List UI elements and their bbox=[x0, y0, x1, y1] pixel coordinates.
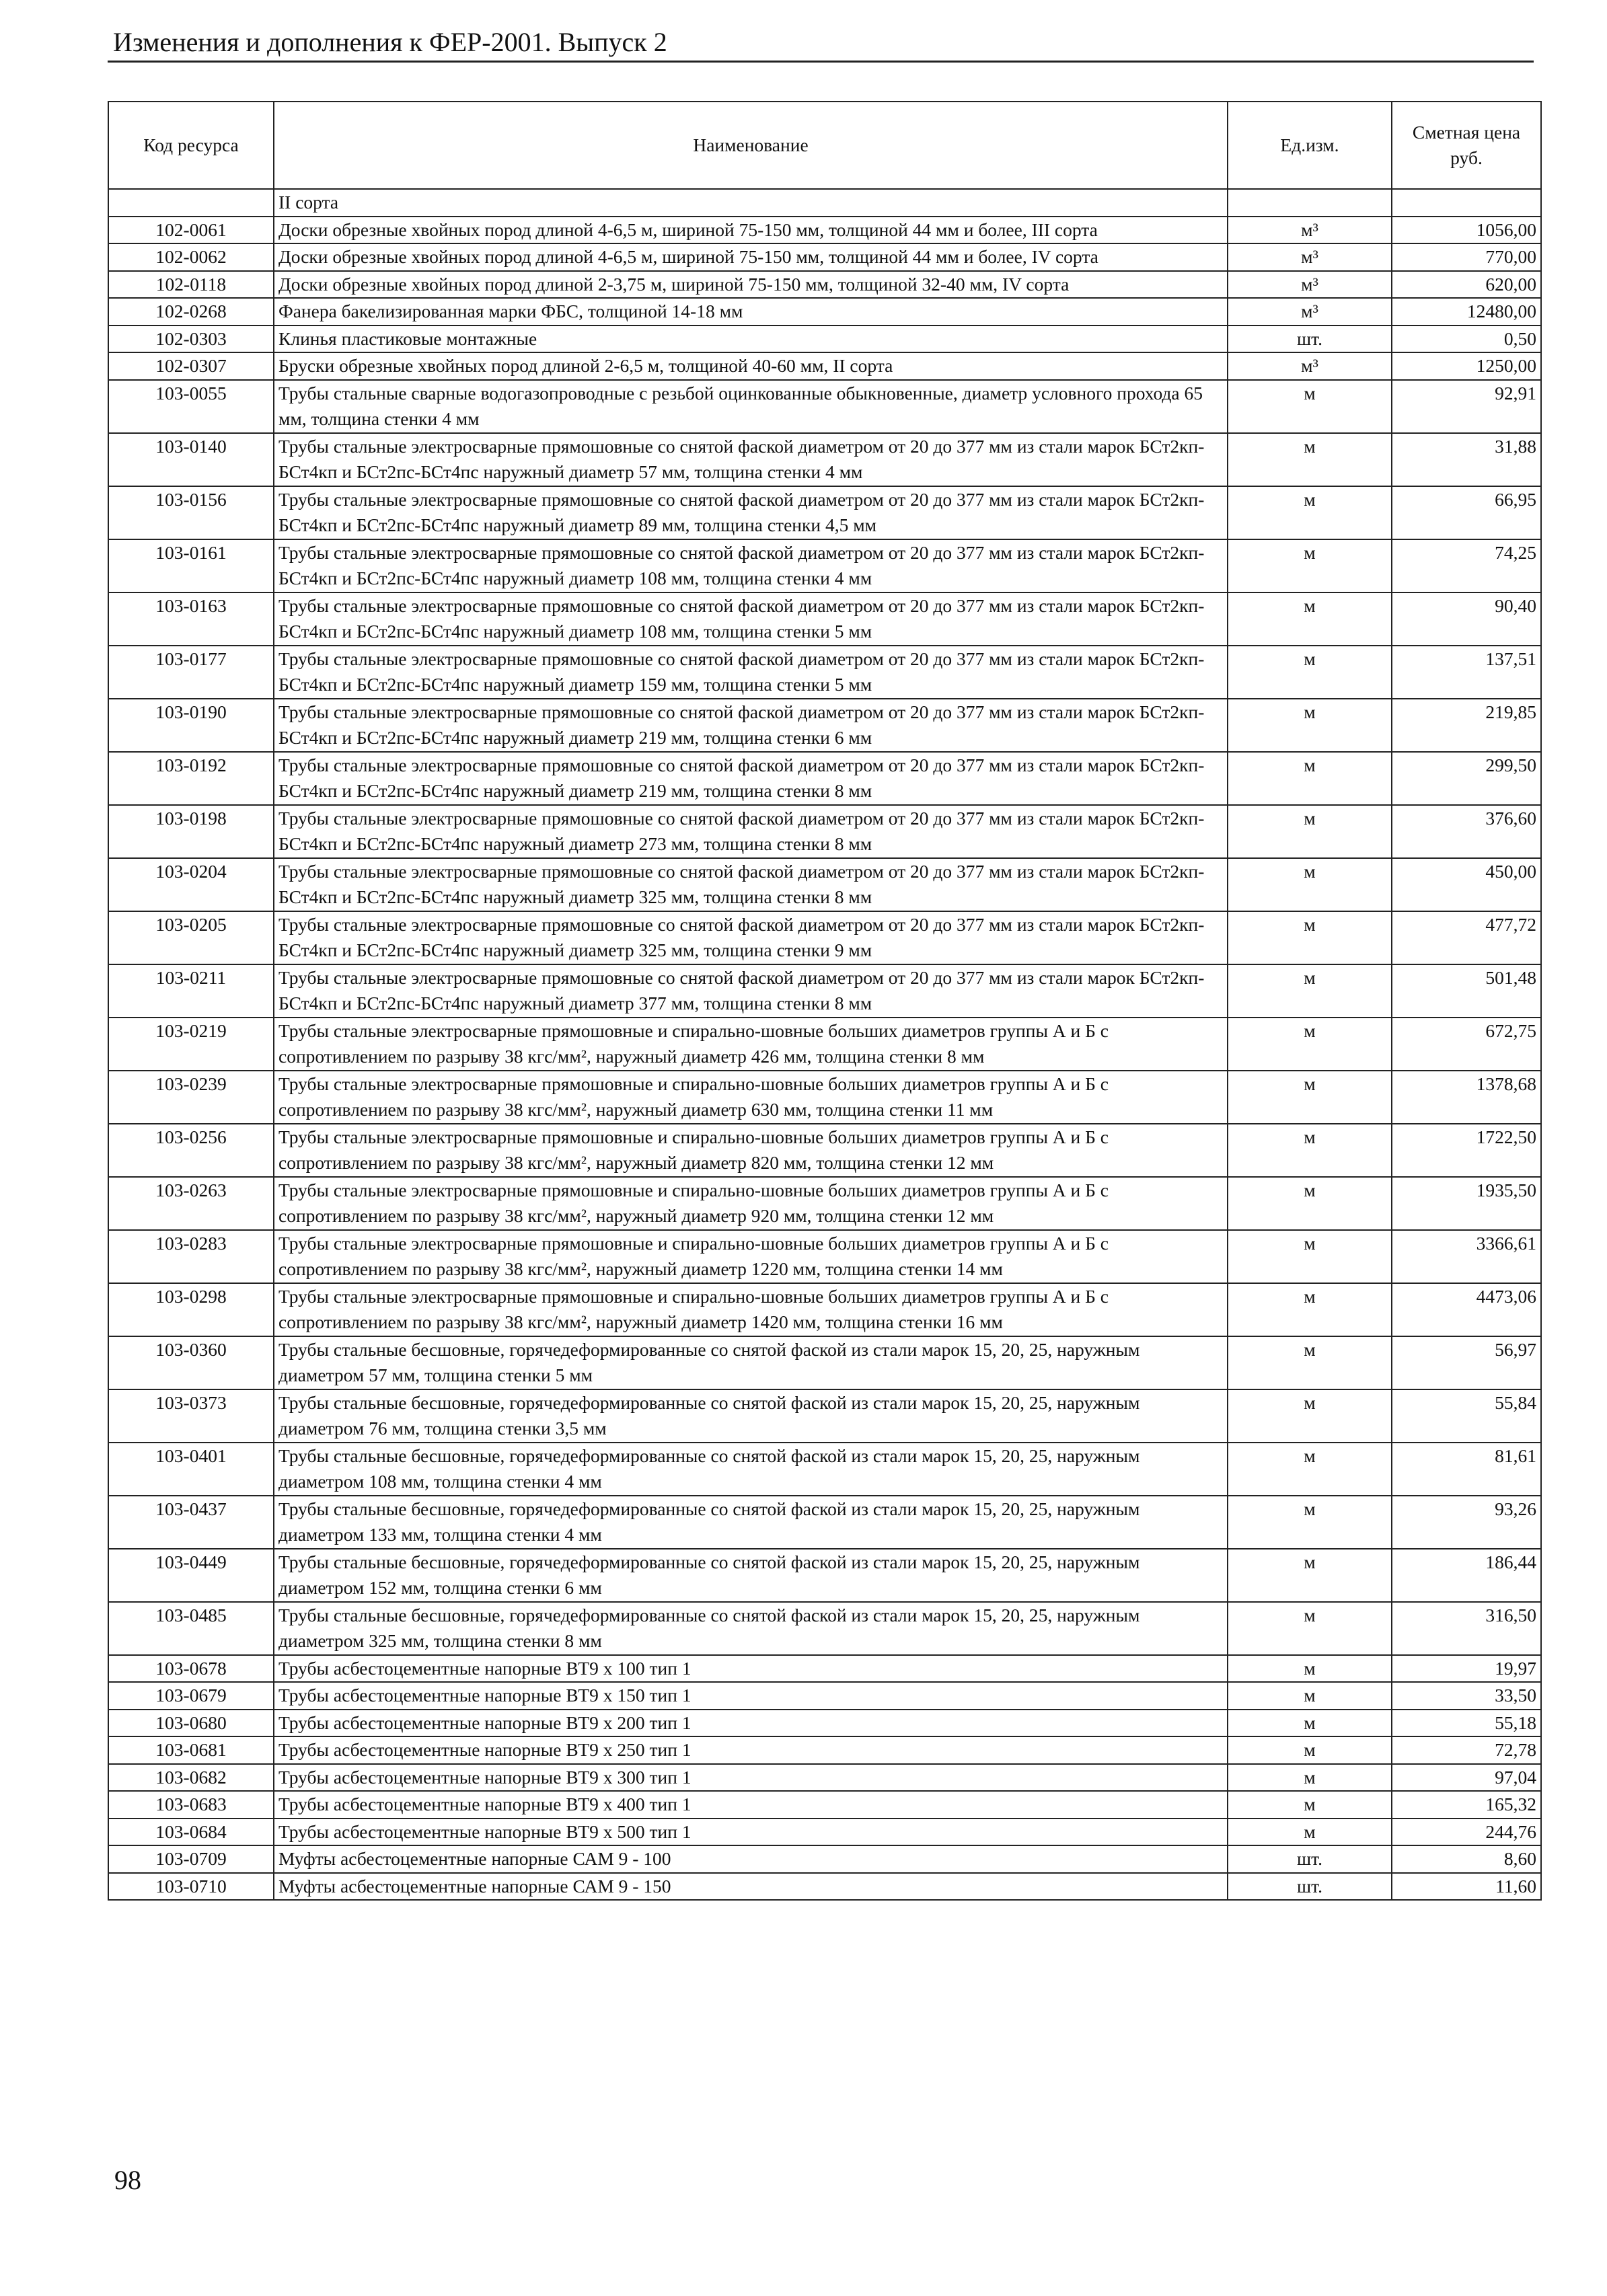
cell-name: Трубы стальные бесшовные, горячедеформированные со снятой фаской из стали марок 15, 20, 25, наружным диаметром 133 мм, толщина стенки 4 мм bbox=[274, 1496, 1228, 1549]
table-row bbox=[108, 1764, 1541, 1792]
cell-price: 0,50 bbox=[1392, 326, 1541, 353]
cell-name: Трубы стальные электросварные прямошовные со снятой фаской диаметром от 20 до 377 мм из стали марок БСт2кп-БСт4кп и БСт2пс-БСт4пс наружный диаметр 108 мм, толщина стенки 4 мм bbox=[274, 539, 1228, 592]
cell-price: 97,04 bbox=[1392, 1764, 1541, 1792]
table-row bbox=[108, 1283, 1541, 1336]
cell-name: II сорта bbox=[274, 189, 1228, 217]
cell-unit: м bbox=[1228, 1177, 1392, 1230]
cell-unit: м bbox=[1228, 1736, 1392, 1764]
table-row bbox=[108, 380, 1541, 433]
cell-price: 55,18 bbox=[1392, 1710, 1541, 1737]
cell-price: 3366,61 bbox=[1392, 1230, 1541, 1283]
cell-unit: м bbox=[1228, 1336, 1392, 1389]
cell-name: Муфты асбестоцементные напорные САМ 9 - 150 bbox=[274, 1873, 1228, 1901]
cell-unit: м bbox=[1228, 1764, 1392, 1792]
cell-name: Трубы асбестоцементные напорные ВТ9 х 300 тип 1 bbox=[274, 1764, 1228, 1792]
cell-unit: м bbox=[1228, 1496, 1392, 1549]
cell-name: Трубы стальные электросварные прямошовные со снятой фаской диаметром от 20 до 377 мм из стали марок БСт2кп-БСт4кп и БСт2пс-БСт4пс наружный диаметр 159 мм, толщина стенки 5 мм bbox=[274, 646, 1228, 699]
table-row bbox=[108, 539, 1541, 592]
table-row bbox=[108, 326, 1541, 353]
cell-name: Трубы стальные электросварные прямошовные со снятой фаской диаметром от 20 до 377 мм из стали марок БСт2кп-БСт4кп и БСт2пс-БСт4пс наружный диаметр 108 мм, толщина стенки 5 мм bbox=[274, 592, 1228, 646]
cell-code: 103-0239 bbox=[108, 1071, 274, 1124]
cell-price: 72,78 bbox=[1392, 1736, 1541, 1764]
cell-price: 1378,68 bbox=[1392, 1071, 1541, 1124]
cell-code: 102-0062 bbox=[108, 243, 274, 271]
cell-price bbox=[1392, 189, 1541, 217]
table-row bbox=[108, 1655, 1541, 1683]
cell-name: Трубы асбестоцементные напорные ВТ9 х 200 тип 1 bbox=[274, 1710, 1228, 1737]
cell-code: 102-0303 bbox=[108, 326, 274, 353]
cell-name: Бруски обрезные хвойных пород длиной 2-6,5 м, толщиной 40-60 мм, II сорта bbox=[274, 352, 1228, 380]
cell-code: 103-0163 bbox=[108, 592, 274, 646]
cell-code: 103-0204 bbox=[108, 858, 274, 911]
cell-name: Трубы стальные электросварные прямошовные со снятой фаской диаметром от 20 до 377 мм из стали марок БСт2кп-БСт4кп и БСт2пс-БСт4пс наружный диаметр 325 мм, толщина стенки 8 мм bbox=[274, 858, 1228, 911]
cell-price: 4473,06 bbox=[1392, 1283, 1541, 1336]
cell-unit: м bbox=[1228, 964, 1392, 1018]
table-row bbox=[108, 298, 1541, 326]
cell-name: Трубы стальные электросварные прямошовные и спирально-шовные больших диаметров группы А и Б с сопротивлением по разрыву 38 кгс/мм², наружный диаметр 630 мм, толщина стенки 11 мм bbox=[274, 1071, 1228, 1124]
cell-name: Трубы стальные электросварные прямошовные со снятой фаской диаметром от 20 до 377 мм из стали марок БСт2кп-БСт4кп и БСт2пс-БСт4пс наружный диаметр 219 мм, толщина стенки 6 мм bbox=[274, 699, 1228, 752]
cell-price: 1722,50 bbox=[1392, 1124, 1541, 1177]
table-row bbox=[108, 964, 1541, 1018]
cell-unit: м bbox=[1228, 1071, 1392, 1124]
cell-name: Трубы стальные электросварные прямошовные со снятой фаской диаметром от 20 до 377 мм из стали марок БСт2кп-БСт4кп и БСт2пс-БСт4пс наружный диаметр 273 мм, толщина стенки 8 мм bbox=[274, 805, 1228, 858]
table-row bbox=[108, 646, 1541, 699]
cell-price: 8,60 bbox=[1392, 1845, 1541, 1873]
cell-price: 501,48 bbox=[1392, 964, 1541, 1018]
cell-name: Трубы стальные электросварные прямошовные со снятой фаской диаметром от 20 до 377 мм из стали марок БСт2кп-БСт4кп и БСт2пс-БСт4пс наружный диаметр 325 мм, толщина стенки 9 мм bbox=[274, 911, 1228, 964]
cell-price: 620,00 bbox=[1392, 271, 1541, 299]
cell-name: Трубы стальные бесшовные, горячедеформированные со снятой фаской из стали марок 15, 20, 25, наружным диаметром 57 мм, толщина стенки 5 мм bbox=[274, 1336, 1228, 1389]
table-row bbox=[108, 911, 1541, 964]
cell-price: 770,00 bbox=[1392, 243, 1541, 271]
table-row bbox=[108, 1682, 1541, 1710]
cell-code: 103-0156 bbox=[108, 486, 274, 539]
cell-name: Трубы стальные электросварные прямошовные и спирально-шовные больших диаметров группы А и Б с сопротивлением по разрыву 38 кгс/мм², наружный диаметр 920 мм, толщина стенки 12 мм bbox=[274, 1177, 1228, 1230]
cell-unit: м bbox=[1228, 911, 1392, 964]
cell-unit: м bbox=[1228, 1549, 1392, 1602]
cell-name: Трубы стальные электросварные прямошовные со снятой фаской диаметром от 20 до 377 мм из стали марок БСт2кп-БСт4кп и БСт2пс-БСт4пс наружный диаметр 377 мм, толщина стенки 8 мм bbox=[274, 964, 1228, 1018]
cell-unit: м bbox=[1228, 752, 1392, 805]
cell-name: Трубы асбестоцементные напорные ВТ9 х 400 тип 1 bbox=[274, 1791, 1228, 1819]
table-row bbox=[108, 592, 1541, 646]
cell-name: Трубы асбестоцементные напорные ВТ9 х 250 тип 1 bbox=[274, 1736, 1228, 1764]
cell-code: 103-0680 bbox=[108, 1710, 274, 1737]
table-row bbox=[108, 1736, 1541, 1764]
cell-name: Трубы асбестоцементные напорные ВТ9 х 500 тип 1 bbox=[274, 1819, 1228, 1846]
cell-code: 103-0485 bbox=[108, 1602, 274, 1655]
cell-price: 1056,00 bbox=[1392, 217, 1541, 244]
cell-code: 103-0373 bbox=[108, 1389, 274, 1443]
cell-code: 103-0055 bbox=[108, 380, 274, 433]
cell-code: 103-0161 bbox=[108, 539, 274, 592]
cell-unit: шт. bbox=[1228, 326, 1392, 353]
table-row bbox=[108, 752, 1541, 805]
table-row bbox=[108, 271, 1541, 299]
table-row bbox=[108, 699, 1541, 752]
cell-unit: м bbox=[1228, 1124, 1392, 1177]
cell-code: 103-0360 bbox=[108, 1336, 274, 1389]
cell-price: 55,84 bbox=[1392, 1389, 1541, 1443]
table-row bbox=[108, 1177, 1541, 1230]
cell-unit: м bbox=[1228, 486, 1392, 539]
cell-unit: шт. bbox=[1228, 1873, 1392, 1901]
cell-unit: м bbox=[1228, 858, 1392, 911]
cell-unit: м bbox=[1228, 699, 1392, 752]
cell-unit: м bbox=[1228, 539, 1392, 592]
table-row bbox=[108, 189, 1541, 217]
cell-price: 31,88 bbox=[1392, 433, 1541, 486]
table-row bbox=[108, 858, 1541, 911]
table-row bbox=[108, 1389, 1541, 1443]
cell-code: 103-0192 bbox=[108, 752, 274, 805]
cell-code: 103-0298 bbox=[108, 1283, 274, 1336]
cell-code: 102-0307 bbox=[108, 352, 274, 380]
cell-code: 103-0683 bbox=[108, 1791, 274, 1819]
cell-price: 1935,50 bbox=[1392, 1177, 1541, 1230]
column-header-unit: Ед.изм. bbox=[1228, 102, 1392, 189]
cell-code: 103-0678 bbox=[108, 1655, 274, 1683]
cell-name: Доски обрезные хвойных пород длиной 2-3,75 м, шириной 75-150 мм, толщиной 32-40 мм, IV сорта bbox=[274, 271, 1228, 299]
cell-unit: м bbox=[1228, 646, 1392, 699]
cell-price: 450,00 bbox=[1392, 858, 1541, 911]
cell-code: 103-0682 bbox=[108, 1764, 274, 1792]
cell-unit: м bbox=[1228, 805, 1392, 858]
cell-price: 316,50 bbox=[1392, 1602, 1541, 1655]
cell-name: Трубы стальные электросварные прямошовные со снятой фаской диаметром от 20 до 377 мм из стали марок БСт2кп-БСт4кп и БСт2пс-БСт4пс наружный диаметр 89 мм, толщина стенки 4,5 мм bbox=[274, 486, 1228, 539]
cell-code: 103-0263 bbox=[108, 1177, 274, 1230]
table-body bbox=[108, 189, 1541, 1900]
cell-code: 103-0710 bbox=[108, 1873, 274, 1901]
cell-unit: м bbox=[1228, 1018, 1392, 1071]
table-row bbox=[108, 1791, 1541, 1819]
cell-price: 74,25 bbox=[1392, 539, 1541, 592]
cell-price: 92,91 bbox=[1392, 380, 1541, 433]
cell-unit: м bbox=[1228, 433, 1392, 486]
column-header-name: Наименование bbox=[274, 102, 1228, 189]
cell-name: Трубы асбестоцементные напорные ВТ9 х 150 тип 1 bbox=[274, 1682, 1228, 1710]
cell-price: 186,44 bbox=[1392, 1549, 1541, 1602]
cell-price: 244,76 bbox=[1392, 1819, 1541, 1846]
cell-price: 219,85 bbox=[1392, 699, 1541, 752]
cell-price: 33,50 bbox=[1392, 1682, 1541, 1710]
table-row bbox=[108, 243, 1541, 271]
cell-price: 137,51 bbox=[1392, 646, 1541, 699]
cell-unit: шт. bbox=[1228, 1845, 1392, 1873]
table-row bbox=[108, 217, 1541, 244]
cell-name: Трубы стальные электросварные прямошовные и спирально-шовные больших диаметров группы А и Б с сопротивлением по разрыву 38 кгс/мм², наружный диаметр 1220 мм, толщина стенки 14 мм bbox=[274, 1230, 1228, 1283]
cell-price: 11,60 bbox=[1392, 1873, 1541, 1901]
cell-name: Трубы стальные сварные водогазопроводные с резьбой оцинкованные обыкновенные, диаметр условного прохода 65 мм, толщина стенки 4 мм bbox=[274, 380, 1228, 433]
cell-code: 103-0190 bbox=[108, 699, 274, 752]
cell-unit: м³ bbox=[1228, 352, 1392, 380]
cell-price: 299,50 bbox=[1392, 752, 1541, 805]
column-header-code: Код ресурса bbox=[108, 102, 274, 189]
column-header-price: Сметная цена руб. bbox=[1392, 102, 1541, 189]
cell-name: Трубы стальные бесшовные, горячедеформированные со снятой фаской из стали марок 15, 20, 25, наружным диаметром 325 мм, толщина стенки 8 мм bbox=[274, 1602, 1228, 1655]
cell-price: 81,61 bbox=[1392, 1443, 1541, 1496]
cell-name: Доски обрезные хвойных пород длиной 4-6,5 м, шириной 75-150 мм, толщиной 44 мм и более, III сорта bbox=[274, 217, 1228, 244]
cell-code: 103-0211 bbox=[108, 964, 274, 1018]
table-row bbox=[108, 1071, 1541, 1124]
cell-price: 90,40 bbox=[1392, 592, 1541, 646]
table-row bbox=[108, 1443, 1541, 1496]
table-row bbox=[108, 352, 1541, 380]
cell-price: 56,97 bbox=[1392, 1336, 1541, 1389]
table-row bbox=[108, 1124, 1541, 1177]
cell-price: 19,97 bbox=[1392, 1655, 1541, 1683]
cell-code: 103-0256 bbox=[108, 1124, 274, 1177]
cell-unit: м³ bbox=[1228, 243, 1392, 271]
cell-price: 477,72 bbox=[1392, 911, 1541, 964]
cell-price: 1250,00 bbox=[1392, 352, 1541, 380]
cell-name: Фанера бакелизированная марки ФБС, толщиной 14-18 мм bbox=[274, 298, 1228, 326]
cell-code: 103-0283 bbox=[108, 1230, 274, 1283]
cell-name: Клинья пластиковые монтажные bbox=[274, 326, 1228, 353]
table-row bbox=[108, 1496, 1541, 1549]
cell-unit: м bbox=[1228, 1819, 1392, 1846]
cell-unit: м³ bbox=[1228, 298, 1392, 326]
cell-unit: м³ bbox=[1228, 271, 1392, 299]
table-row bbox=[108, 1336, 1541, 1389]
cell-code: 103-0401 bbox=[108, 1443, 274, 1496]
cell-code: 103-0140 bbox=[108, 433, 274, 486]
page-number: 98 bbox=[114, 2165, 141, 2195]
cell-code: 103-0679 bbox=[108, 1682, 274, 1710]
table-header-row bbox=[108, 102, 1541, 189]
cell-unit: м bbox=[1228, 1710, 1392, 1737]
table-row bbox=[108, 1230, 1541, 1283]
table-row bbox=[108, 1819, 1541, 1846]
table-row bbox=[108, 486, 1541, 539]
cell-name: Трубы стальные электросварные прямошовные и спирально-шовные больших диаметров группы А и Б с сопротивлением по разрыву 38 кгс/мм², наружный диаметр 1420 мм, толщина стенки 16 мм bbox=[274, 1283, 1228, 1336]
cell-unit: м bbox=[1228, 380, 1392, 433]
cell-code: 103-0709 bbox=[108, 1845, 274, 1873]
table-row bbox=[108, 1873, 1541, 1901]
cell-unit bbox=[1228, 189, 1392, 217]
cell-code: 102-0268 bbox=[108, 298, 274, 326]
cell-name: Трубы асбестоцементные напорные ВТ9 х 100 тип 1 bbox=[274, 1655, 1228, 1683]
cell-code: 103-0177 bbox=[108, 646, 274, 699]
resource-price-table bbox=[108, 101, 1542, 1901]
cell-code: 103-0684 bbox=[108, 1819, 274, 1846]
document-title: Изменения и дополнения к ФЕР-2001. Выпуск 2 bbox=[113, 27, 667, 57]
cell-name: Трубы стальные электросварные прямошовные и спирально-шовные больших диаметров группы А и Б с сопротивлением по разрыву 38 кгс/мм², наружный диаметр 426 мм, толщина стенки 8 мм bbox=[274, 1018, 1228, 1071]
table-row bbox=[108, 1549, 1541, 1602]
table-row bbox=[108, 433, 1541, 486]
cell-price: 376,60 bbox=[1392, 805, 1541, 858]
cell-code: 102-0118 bbox=[108, 271, 274, 299]
cell-name: Муфты асбестоцементные напорные САМ 9 - 100 bbox=[274, 1845, 1228, 1873]
cell-price: 12480,00 bbox=[1392, 298, 1541, 326]
cell-unit: м bbox=[1228, 1389, 1392, 1443]
page-header bbox=[108, 26, 1534, 63]
cell-price: 672,75 bbox=[1392, 1018, 1541, 1071]
cell-name: Трубы стальные электросварные прямошовные со снятой фаской диаметром от 20 до 377 мм из стали марок БСт2кп-БСт4кп и БСт2пс-БСт4пс наружный диаметр 57 мм, толщина стенки 4 мм bbox=[274, 433, 1228, 486]
cell-unit: м bbox=[1228, 1655, 1392, 1683]
cell-name: Трубы стальные бесшовные, горячедеформированные со снятой фаской из стали марок 15, 20, 25, наружным диаметром 108 мм, толщина стенки 4 мм bbox=[274, 1443, 1228, 1496]
cell-code: 103-0205 bbox=[108, 911, 274, 964]
cell-code: 103-0198 bbox=[108, 805, 274, 858]
cell-price: 93,26 bbox=[1392, 1496, 1541, 1549]
cell-code: 103-0449 bbox=[108, 1549, 274, 1602]
cell-unit: м bbox=[1228, 1791, 1392, 1819]
cell-unit: м bbox=[1228, 1682, 1392, 1710]
cell-code: 102-0061 bbox=[108, 217, 274, 244]
cell-price: 66,95 bbox=[1392, 486, 1541, 539]
cell-name: Трубы стальные бесшовные, горячедеформированные со снятой фаской из стали марок 15, 20, 25, наружным диаметром 76 мм, толщина стенки 3,5 мм bbox=[274, 1389, 1228, 1443]
cell-name: Доски обрезные хвойных пород длиной 4-6,5 м, шириной 75-150 мм, толщиной 44 мм и более, IV сорта bbox=[274, 243, 1228, 271]
cell-code: 103-0681 bbox=[108, 1736, 274, 1764]
cell-code bbox=[108, 189, 274, 217]
table-row bbox=[108, 1018, 1541, 1071]
cell-code: 103-0437 bbox=[108, 1496, 274, 1549]
cell-name: Трубы стальные электросварные прямошовные со снятой фаской диаметром от 20 до 377 мм из стали марок БСт2кп-БСт4кп и БСт2пс-БСт4пс наружный диаметр 219 мм, толщина стенки 8 мм bbox=[274, 752, 1228, 805]
cell-name: Трубы стальные бесшовные, горячедеформированные со снятой фаской из стали марок 15, 20, 25, наружным диаметром 152 мм, толщина стенки 6 мм bbox=[274, 1549, 1228, 1602]
cell-unit: м bbox=[1228, 1283, 1392, 1336]
table-row bbox=[108, 1602, 1541, 1655]
cell-unit: м bbox=[1228, 592, 1392, 646]
table-row bbox=[108, 1845, 1541, 1873]
cell-name: Трубы стальные электросварные прямошовные и спирально-шовные больших диаметров группы А и Б с сопротивлением по разрыву 38 кгс/мм², наружный диаметр 820 мм, толщина стенки 12 мм bbox=[274, 1124, 1228, 1177]
cell-code: 103-0219 bbox=[108, 1018, 274, 1071]
table-row bbox=[108, 1710, 1541, 1737]
cell-unit: м³ bbox=[1228, 217, 1392, 244]
table-row bbox=[108, 805, 1541, 858]
cell-unit: м bbox=[1228, 1602, 1392, 1655]
cell-unit: м bbox=[1228, 1443, 1392, 1496]
cell-price: 165,32 bbox=[1392, 1791, 1541, 1819]
cell-unit: м bbox=[1228, 1230, 1392, 1283]
